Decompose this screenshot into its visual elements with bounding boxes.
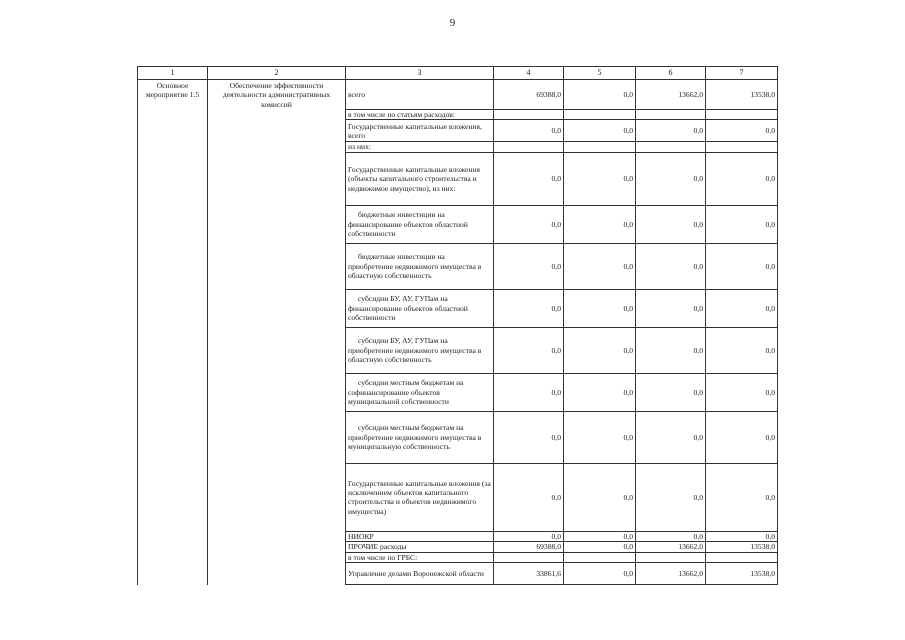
budget-table	[137, 66, 778, 585]
header-cell: 6	[636, 67, 706, 80]
row-label: субсидии местным бюджетам на софинансирование объектов муниципальной собственности	[346, 373, 494, 411]
value-cell: 0,0	[706, 373, 778, 411]
activity-code-cell: Основное мероприятие 1.5	[138, 80, 208, 585]
value-cell: 0,0	[564, 373, 636, 411]
value-cell: 0,0	[636, 327, 706, 373]
row-label: Управление делами Воронежской области	[346, 563, 494, 585]
row-label: из них:	[346, 142, 494, 152]
value-cell: 0,0	[494, 373, 564, 411]
value-cell: 0,0	[706, 411, 778, 463]
value-cell: 0,0	[564, 531, 636, 541]
value-cell: 0,0	[564, 327, 636, 373]
row-label: в том числе по статьям расходов:	[346, 110, 494, 120]
value-cell: 0,0	[564, 542, 636, 552]
value-cell: 0,0	[706, 205, 778, 243]
value-cell: 13538,0	[706, 80, 778, 110]
value-cell: 0,0	[636, 243, 706, 289]
value-cell: 0,0	[564, 152, 636, 205]
value-cell: 0,0	[706, 152, 778, 205]
row-label: в том числе по ГРБС:	[346, 552, 494, 562]
value-cell: 0,0	[636, 289, 706, 327]
value-cell: 0,0	[706, 531, 778, 541]
value-cell: 13538,0	[706, 542, 778, 552]
value-cell: 0,0	[494, 243, 564, 289]
value-cell	[564, 110, 636, 120]
row-label: субсидии БУ, АУ, ГУПам на финансирование объектов областной собственности	[346, 289, 494, 327]
activity-name-cell: Обеспечение эффективности деятельности административных комиссий	[208, 80, 346, 585]
value-cell: 0,0	[706, 463, 778, 531]
value-cell	[564, 142, 636, 152]
value-cell	[564, 552, 636, 562]
value-cell: 0,0	[564, 411, 636, 463]
value-cell: 0,0	[494, 411, 564, 463]
row-label: бюджетные инвестиции на приобретение недвижимого имущества в областную собственность	[346, 243, 494, 289]
value-cell	[636, 552, 706, 562]
value-cell: 13662,0	[636, 563, 706, 585]
value-cell: 0,0	[564, 463, 636, 531]
value-cell: 0,0	[494, 531, 564, 541]
value-cell: 0,0	[636, 152, 706, 205]
value-cell	[636, 110, 706, 120]
value-cell: 13662,0	[636, 80, 706, 110]
page-number: 9	[449, 17, 456, 29]
value-cell	[706, 552, 778, 562]
value-cell: 13538,0	[706, 563, 778, 585]
row-label: ПРОЧИЕ расходы	[346, 542, 494, 552]
row-label: субсидии БУ, АУ, ГУПам на приобретение недвижимого имущества в областную собственность	[346, 327, 494, 373]
value-cell: 0,0	[494, 463, 564, 531]
value-cell: 0,0	[564, 243, 636, 289]
row-label: НИОКР	[346, 531, 494, 541]
row-label: Государственные капитальные вложения (за исключением объектов капитального строительства и объектов недвижимого имущества)	[346, 463, 494, 531]
header-cell: 5	[564, 67, 636, 80]
row-label: Государственные капитальные вложения (объекты капитального строительства и недвижимое имущество), из них:	[346, 152, 494, 205]
value-cell	[636, 142, 706, 152]
value-cell: 0,0	[564, 80, 636, 110]
row-label: всего	[346, 80, 494, 110]
header-cell: 2	[208, 67, 346, 80]
value-cell: 0,0	[564, 120, 636, 142]
table-row	[138, 80, 778, 110]
row-label: бюджетные инвестиции на финансирование объектов областной собственности	[346, 205, 494, 243]
value-cell	[494, 142, 564, 152]
value-cell: 0,0	[494, 289, 564, 327]
value-cell: 0,0	[636, 463, 706, 531]
value-cell: 0,0	[706, 243, 778, 289]
value-cell: 0,0	[636, 120, 706, 142]
row-label: Государственные капитальные вложения, всего	[346, 120, 494, 142]
value-cell: 0,0	[564, 563, 636, 585]
value-cell: 0,0	[564, 205, 636, 243]
value-cell: 0,0	[636, 373, 706, 411]
header-cell: 4	[494, 67, 564, 80]
value-cell: 0,0	[494, 120, 564, 142]
header-cell: 1	[138, 67, 208, 80]
value-cell	[494, 110, 564, 120]
value-cell: 0,0	[636, 205, 706, 243]
value-cell: 0,0	[706, 120, 778, 142]
value-cell: 0,0	[494, 152, 564, 205]
value-cell: 0,0	[494, 327, 564, 373]
value-cell: 0,0	[564, 289, 636, 327]
value-cell: 0,0	[636, 411, 706, 463]
row-label: субсидии местным бюджетам на приобретение недвижимого имущества в муниципальную собственность	[346, 411, 494, 463]
table-header-row	[138, 67, 778, 80]
value-cell: 0,0	[706, 289, 778, 327]
value-cell: 33861,6	[494, 563, 564, 585]
value-cell: 0,0	[706, 327, 778, 373]
header-cell: 3	[346, 67, 494, 80]
value-cell: 13662,0	[636, 542, 706, 552]
value-cell: 0,0	[494, 205, 564, 243]
value-cell	[706, 110, 778, 120]
value-cell	[706, 142, 778, 152]
value-cell: 69388,0	[494, 542, 564, 552]
value-cell	[494, 552, 564, 562]
value-cell: 69388,0	[494, 80, 564, 110]
header-cell: 7	[706, 67, 778, 80]
value-cell: 0,0	[636, 531, 706, 541]
